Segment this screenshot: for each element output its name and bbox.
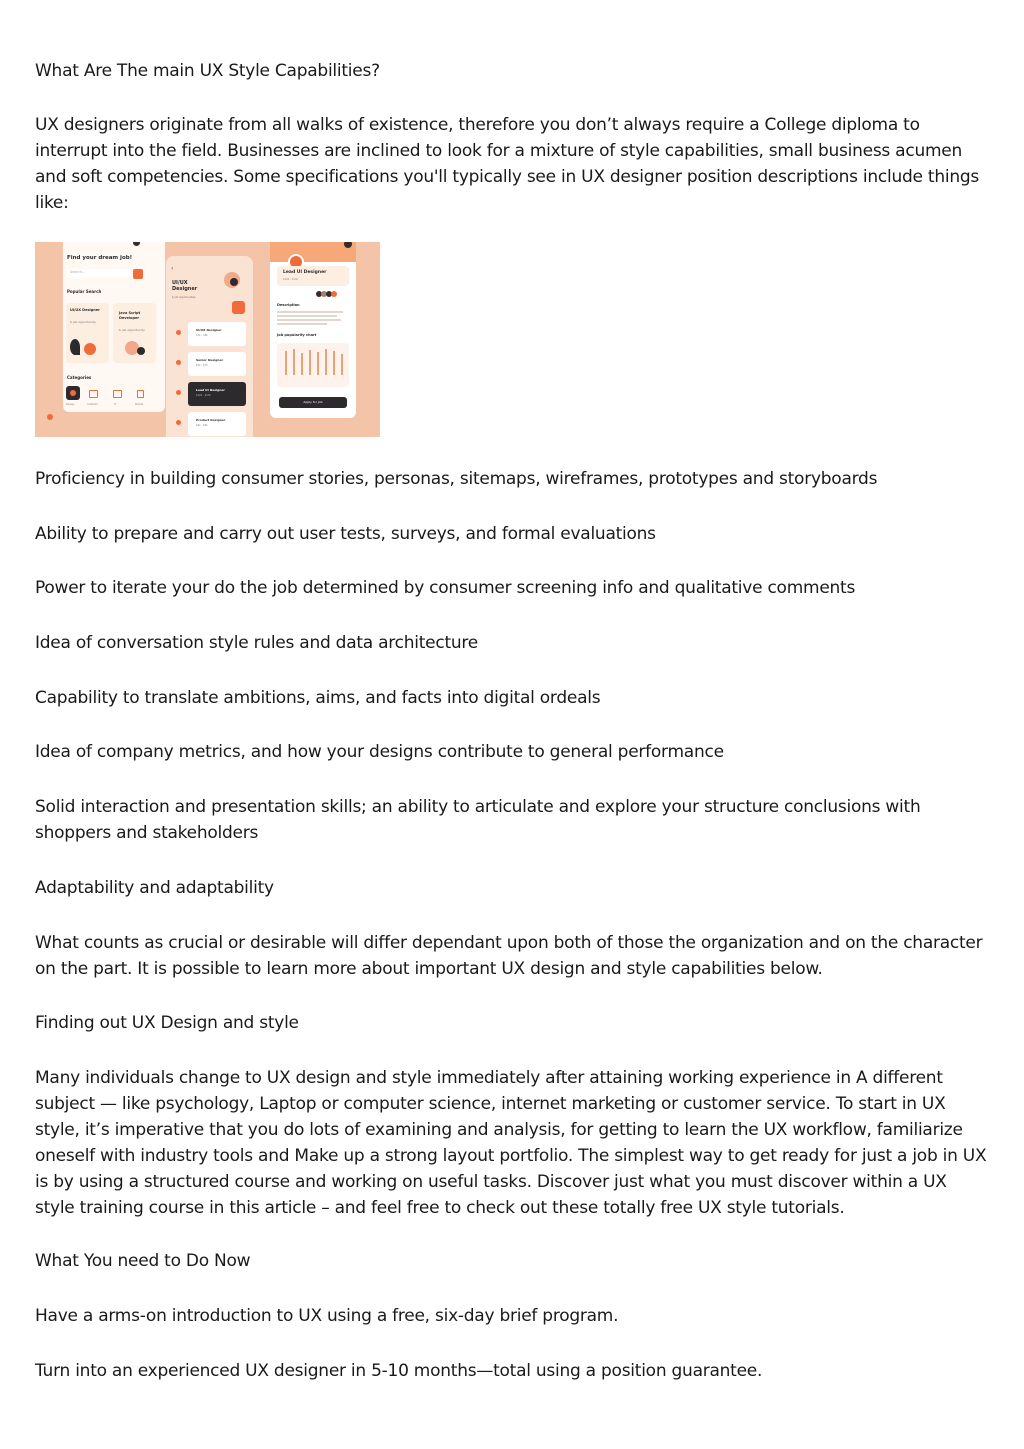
paragraph: What counts as crucial or desirable will differ dependant upon both of those the organization and on the character on the part. It is possible to learn more about important UX design and style capabilities below.	[35, 933, 983, 979]
search-button	[133, 269, 143, 279]
screen2-sub: $ job opportunities	[172, 296, 196, 299]
job-row-sub: $4k - $6k	[196, 424, 208, 427]
list-item: Idea of company metrics, and how your designs contribute to general performance	[35, 742, 724, 762]
job-row-title: Product Designer	[196, 418, 226, 422]
category-mobile-icon	[137, 390, 144, 398]
job-detail-screen	[270, 242, 356, 418]
row-icon	[176, 420, 181, 425]
apply-button	[279, 397, 347, 408]
job-row	[188, 352, 246, 376]
shape-circle	[230, 278, 238, 286]
avatar	[331, 291, 337, 297]
popular-search-label: Popular Search	[67, 289, 102, 294]
decor-dot	[47, 414, 53, 420]
job-row-selected	[188, 382, 246, 406]
card2-title: Java Script Developer	[119, 311, 141, 320]
category-tab: Collector	[87, 403, 99, 406]
chart-bar	[285, 351, 287, 375]
section-heading: What You need to Do Now	[35, 1251, 251, 1271]
job-row-sub: $7k - $8k	[196, 334, 208, 337]
detail-header	[270, 242, 356, 262]
shape-leaf	[70, 339, 80, 355]
description-label: Description	[277, 303, 300, 307]
job-row-sub: $10k - $13k	[196, 394, 211, 397]
search-placeholder: Search...	[70, 270, 86, 274]
screen2-title: UI/UX Designer	[172, 280, 198, 292]
search-field	[67, 269, 129, 278]
popularity-chart	[277, 343, 349, 387]
action-item: Turn into an experienced UX designer in 5-10 months—total using a position guarantee.	[35, 1361, 763, 1381]
job-list-screen	[166, 256, 253, 437]
list-item: Power to iterate your do the job determined by consumer screening info and qualitative comments	[35, 578, 856, 598]
avatar	[133, 242, 140, 246]
article-heading: What Are The main UX Style Capabilities?	[35, 61, 380, 81]
action-item: Have a arms-on introduction to UX using a free, six-day brief program.	[35, 1306, 619, 1326]
row-icon	[176, 390, 181, 395]
popular-card-2	[113, 303, 156, 363]
shape-circle	[84, 343, 96, 355]
chart-bar	[301, 353, 303, 375]
job-app-illustration	[35, 242, 380, 437]
chart-bar	[309, 350, 311, 375]
list-item: Adaptability and adaptability	[35, 878, 274, 898]
back-icon: ‹	[171, 265, 174, 272]
chart-bar	[341, 354, 343, 375]
filter-button	[232, 301, 245, 314]
chart-bar	[333, 351, 335, 375]
popular-card-1	[66, 303, 109, 363]
category-tab: IT	[114, 403, 117, 406]
chart-bar	[325, 349, 327, 375]
card2-sub: $ job opportunity	[119, 328, 145, 332]
row-icon	[176, 360, 181, 365]
card1-title: UI/UX Designer	[70, 308, 100, 312]
chart-bar	[317, 352, 319, 375]
intro-paragraph: UX designers originate from all walks of existence, therefore you don’t always require a College diploma to interrupt into the field. Businesses are inclined to look for a mixture of style capabilities, small business acumen and soft competencies. Some specifications you'll typically see in UX designer position descriptions include things like:	[35, 115, 979, 213]
job-search-screen	[63, 242, 165, 412]
job-row-sub: $5k - $7k	[196, 364, 208, 367]
shape-circle	[137, 347, 145, 355]
category-collector-icon	[89, 390, 98, 398]
paragraph: Many individuals change to UX design and style immediately after attaining working experience in A different subject — like psychology, Laptop or computer science, internet marketing or customer service. To start in UX style, it’s imperative that you do lots of examining and analysis, for getting to learn the UX workflow, familiarize oneself with industry tools and Make up a strong layout portfolio. The simplest way to get ready for just a job in UX is by using a structured course and working on useful tasks. Discover just what you must discover within a UX style training course in this article – and feel free to check out these totally free UX style tutorials.	[35, 1068, 987, 1218]
list-item: Proficiency in building consumer stories, personas, sitemaps, wireframes, prototypes and storyboards	[35, 469, 878, 489]
job-row	[188, 322, 246, 346]
screen3-title: Lead UI Designer	[283, 270, 327, 275]
card1-sub: $ job opportunity	[70, 320, 96, 324]
list-item: Capability to translate ambitions, aims, and facts into digital ordeals	[35, 688, 601, 708]
categories-label: Categories	[67, 375, 92, 380]
list-item: Solid interaction and presentation skills; an ability to articulate and explore your structure conclusions with shoppers and stakeholders	[35, 797, 921, 843]
apply-button-label: Apply for Job	[303, 400, 323, 404]
job-row-title: Senior Designer	[196, 358, 224, 362]
chart-label: Job popularity chart	[277, 333, 317, 337]
list-item: Idea of conversation style rules and data architecture	[35, 633, 478, 653]
job-row-title: Lead UI Designer	[196, 388, 225, 392]
category-tab: Mobile	[135, 403, 144, 406]
job-row-title: UI/UX Designer	[196, 328, 222, 332]
chart-bar	[293, 349, 295, 375]
job-title-card	[277, 266, 349, 286]
section-heading: Finding out UX Design and style	[35, 1013, 299, 1033]
category-tab: Design	[66, 403, 75, 406]
category-it-icon	[113, 390, 122, 398]
list-item: Ability to prepare and carry out user tests, surveys, and formal evaluations	[35, 524, 656, 544]
category-design-icon	[66, 386, 80, 400]
screen3-sub: $10k - $13k	[283, 278, 298, 281]
row-icon	[176, 330, 181, 335]
job-row	[188, 412, 246, 436]
screen1-title: Find your dream job!	[67, 255, 133, 261]
